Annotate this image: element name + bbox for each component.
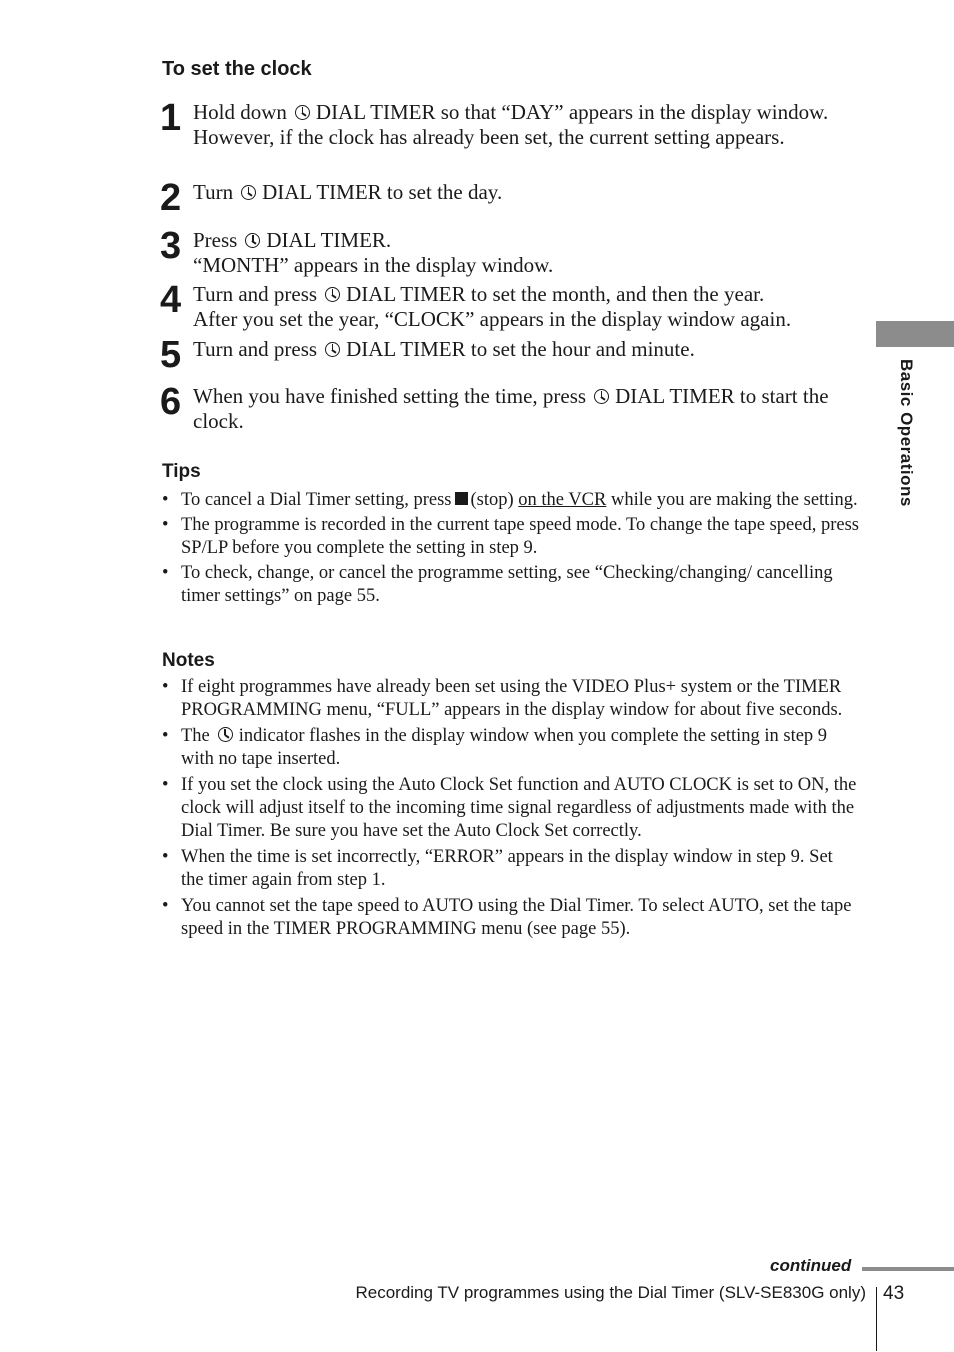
step-number: 4 [160, 279, 182, 321]
footer-divider [876, 1287, 877, 1351]
tip-text: (stop) [470, 490, 514, 510]
step-text-part: DIAL TIMER to set the month, and then the year. [346, 282, 765, 306]
step-text-part: DIAL TIMER. [266, 228, 392, 252]
tips-list [160, 489, 860, 610]
list-item: • To check, change, or cancel the programme setting, see “Checking/changing/ cancelling timer settings” on page 55. [160, 562, 860, 608]
continued-label: continued [770, 1256, 852, 1275]
step-text-part: DIAL TIMER to set the hour and minute. [346, 337, 695, 361]
step-number: 1 [160, 97, 182, 139]
step-text [193, 100, 858, 150]
step-text-part: DIAL TIMER to set the day. [262, 180, 503, 204]
dial-timer-clock-icon [241, 185, 256, 200]
step-number: 3 [160, 225, 182, 267]
step-text [193, 228, 858, 278]
list-item: • The programme is recorded in the current tape speed mode. To change the tape speed, press SP/LP before you complete the setting in step 9. [160, 514, 860, 560]
step-text-part: “MONTH” appears in the display window. [193, 253, 554, 277]
step-text-part: Turn and press [193, 282, 318, 306]
continued-rule [862, 1267, 954, 1271]
list-item: • If eight programmes have already been set using the VIDEO Plus+ system or the TIMER PROGRAMMING menu, “FULL” appears in the display window for about five seconds. [160, 676, 860, 722]
list-item: • When the time is set incorrectly, “ERROR” appears in the display window in step 9. Set the timer again from step 1. [160, 846, 860, 892]
list-item [160, 725, 860, 771]
tips-heading: Tips [162, 461, 201, 482]
notes-list [160, 676, 860, 944]
dial-timer-clock-icon [218, 727, 233, 742]
step-number: 5 [160, 334, 182, 376]
step-text-part: After you set the year, “CLOCK” appears in the display window again. [193, 307, 792, 331]
dial-timer-clock-icon [245, 233, 260, 248]
step-text-part: DIAL TIMER so that “DAY” appears in the display window. However, if the clock has already been set, the current setting appears. [193, 100, 829, 149]
step-text [193, 180, 858, 205]
step-text-part: Turn and press [193, 337, 318, 361]
section-tab-marker [876, 321, 954, 347]
tip-underlined-text: on the VCR [518, 490, 607, 510]
list-item: • If you set the clock using the Auto Clock Set function and AUTO CLOCK is set to ON, the clock will adjust itself to the incoming time signal regardless of adjustments made with the Dial Timer. Be sure you have set the Auto Clock Set correctly. [160, 774, 860, 843]
dial-timer-clock-icon [295, 105, 310, 120]
footer-title: Recording TV programmes using the Dial Timer (SLV-SE830G only) [355, 1283, 866, 1302]
step-text-part: When you have finished setting the time, press [193, 384, 587, 408]
tip-text: To cancel a Dial Timer setting, press [181, 490, 452, 510]
dial-timer-clock-icon [594, 389, 609, 404]
step-text-part: Hold down [193, 100, 287, 124]
note-text: The [181, 726, 210, 746]
stop-square-icon [455, 492, 468, 505]
step-text [193, 337, 858, 362]
side-section-label: Basic Operations [897, 359, 916, 507]
notes-heading: Notes [162, 650, 215, 671]
tip-text: while you are making the setting. [610, 490, 858, 510]
step-text [193, 282, 858, 332]
step-text-part: Turn [193, 180, 234, 204]
dial-timer-clock-icon [325, 287, 340, 302]
dial-timer-clock-icon [325, 342, 340, 357]
step-text-part: DIAL TIMER to start the clock. [193, 384, 829, 433]
note-text: indicator flashes in the display window when you complete the setting in step 9 with no tape inserted. [181, 726, 828, 769]
step-text [193, 384, 858, 434]
step-number: 2 [160, 177, 182, 219]
section-heading: To set the clock [162, 58, 312, 80]
page-number: 43 [883, 1283, 905, 1304]
step-number: 6 [160, 381, 182, 423]
list-item: • You cannot set the tape speed to AUTO using the Dial Timer. To select AUTO, set the tape speed in the TIMER PROGRAMMING menu (see page 55). [160, 895, 860, 941]
step-text-part: Press [193, 228, 238, 252]
list-item [160, 489, 860, 512]
